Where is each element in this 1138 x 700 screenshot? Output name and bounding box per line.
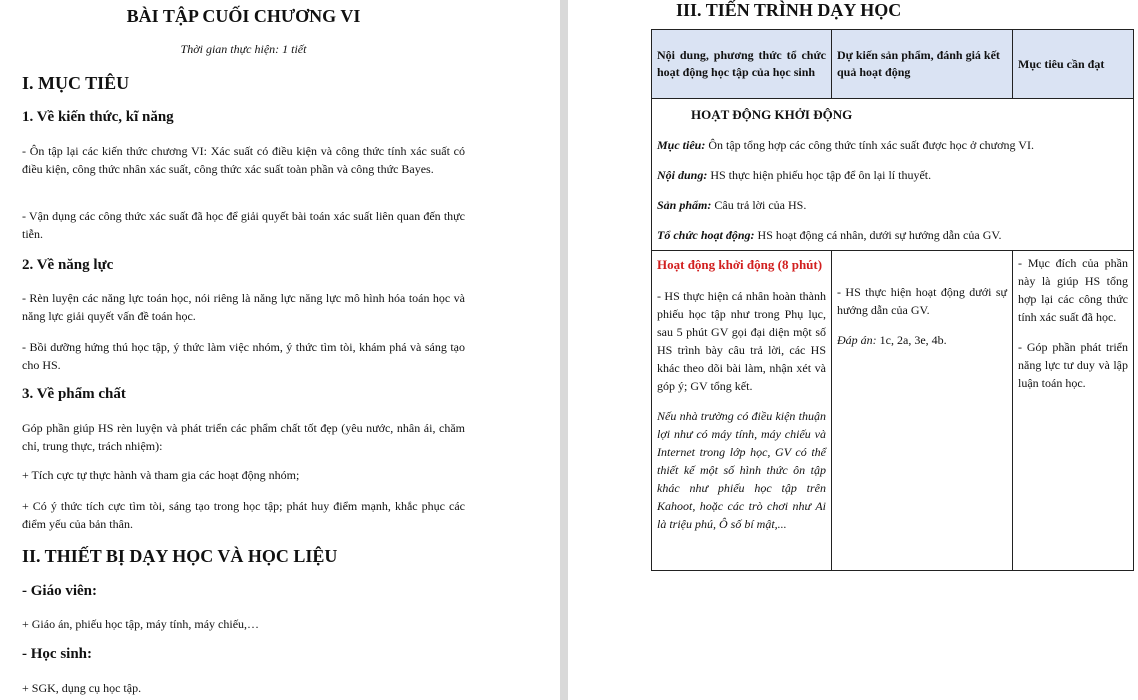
left-page (0, 0, 560, 700)
header-muc-tieu: Mục tiêu cần đạt (1013, 30, 1134, 99)
san-pham-line (657, 197, 1128, 214)
text-hoc-sinh: + SGK, dụng cụ học tập. (22, 681, 142, 695)
answer-line (837, 331, 1007, 349)
heading-muc-tieu: I. MỤC TIÊU (22, 73, 130, 93)
activity-heading: HOẠT ĐỘNG KHỞI ĐỘNG (691, 107, 853, 122)
activity-steps: - HS thực hiện cá nhân hoàn thành phiếu học tập như trong Phụ lục, sau 5 phút GV gọi đại diện một số HS trình bày câu trả lời, các HS khác theo dõi bài làm, nhận xét và góp ý; GV tổng kết. (657, 289, 826, 393)
heading-nang-luc: 2. Về năng lực (22, 257, 114, 273)
paragraph-pham-chat-1: Góp phần giúp HS rèn luyện và phát triển các phẩm chất tốt đẹp (yêu nước, nhân ái, chăm chỉ, trung thực, trách nhiệm): (22, 421, 465, 453)
goal-2: - Góp phần phát triển năng lực tư duy và lập luận toán học. (1018, 340, 1128, 390)
table-header-row (652, 30, 1134, 99)
answer-text: 1c, 2a, 3e, 4b. (876, 333, 947, 347)
cell-du-kien (832, 251, 1013, 571)
table-row-khoi-dong (652, 99, 1134, 251)
activity-time-title: Hoạt động khởi động (8 phút) (657, 257, 823, 272)
to-chuc-text: HS hoạt động cá nhân, dưới sự hướng dẫn của GV. (754, 228, 1002, 242)
label-giao-vien: - Giáo viên: (22, 583, 97, 599)
san-pham-text: Câu trả lời của HS. (711, 198, 807, 212)
heading-kien-thuc: 1. Về kiến thức, kĩ năng (22, 109, 174, 125)
document-subtitle: Thời gian thực hiện: 1 tiết (180, 42, 307, 56)
activity-note: Nếu nhà trường có điều kiện thuận lợi như có máy tính, máy chiếu và Internet trong lớp học, GV có thể thiết kế một số hình thức ôn tập khác như phiếu học tập trên Kahoot, hoặc các trò chơi như Ai là triệu phú, Ô số bí mật,... (657, 409, 826, 531)
muc-tieu-line (657, 137, 1128, 154)
section-title-tien-trinh: III. TIẾN TRÌNH DẠY HỌC (676, 0, 902, 20)
paragraph-pham-chat-2: + Tích cực tự thực hành và tham gia các hoạt động nhóm; (22, 468, 300, 482)
table-row-activity (652, 251, 1134, 571)
paragraph-nang-luc-1: - Rèn luyện các năng lực toán học, nói riêng là năng lực năng lực mô hình hóa toán học và năng lực giải quyết vấn đề toán học. (22, 291, 465, 323)
expected-product: - HS thực hiện hoạt động dưới sự hướng dẫn của GV. (837, 285, 1007, 317)
muc-tieu-text: Ôn tập tổng hợp các công thức tính xác suất được học ở chương VI. (705, 138, 1034, 152)
lesson-plan-table (651, 29, 1134, 571)
paragraph-kien-thuc-2: - Vận dụng các công thức xác suất đã học để giải quyết bài toán xác suất liên quan đến thực tiễn. (22, 209, 465, 241)
document-title: BÀI TẬP CUỐI CHƯƠNG VI (126, 6, 361, 26)
noi-dung-line (657, 167, 1128, 184)
label-hoc-sinh: - Học sinh: (22, 646, 93, 662)
answer-label: Đáp án: (837, 333, 877, 347)
goal-1: - Mục đích của phần này là giúp HS tổng hợp lại các công thức tính xác suất đã học. (1018, 256, 1128, 324)
to-chuc-line (657, 227, 1128, 244)
noi-dung-label: Nội dung: (657, 168, 708, 182)
text-giao-vien: + Giáo án, phiếu học tập, máy tính, máy chiếu,… (22, 617, 260, 631)
paragraph-nang-luc-2: - Bồi dưỡng hứng thú học tập, ý thức làm việc nhóm, ý thức tìm tòi, khám phá và sáng tạo cho HS. (22, 340, 465, 372)
cell-noi-dung (652, 251, 832, 571)
cell-muc-tieu (1013, 251, 1134, 571)
noi-dung-text: HS thực hiện phiếu học tập để ôn lại lí thuyết. (707, 168, 932, 182)
heading-pham-chat: 3. Về phẩm chất (22, 386, 126, 402)
san-pham-label: Sản phẩm: (657, 198, 712, 212)
header-noi-dung: Nội dung, phương thức tổ chức hoạt động học tập của học sinh (652, 30, 832, 99)
heading-thiet-bi: II. THIẾT BỊ DẠY HỌC VÀ HỌC LIỆU (22, 546, 338, 566)
to-chuc-label: Tổ chức hoạt động: (657, 228, 755, 242)
header-du-kien: Dự kiến sản phẩm, đánh giá kết quả hoạt động (832, 30, 1013, 99)
muc-tieu-label: Mục tiêu: (657, 138, 706, 152)
paragraph-kien-thuc-1: - Ôn tập lại các kiến thức chương VI: Xác suất có điều kiện và công thức tính xác suất có điều kiện, công thức nhân xác suất, công thức xác suất toàn phần và công thức Bayes. (22, 144, 465, 176)
right-page (568, 0, 1138, 700)
paragraph-pham-chat-3: + Có ý thức tích cực tìm tòi, sáng tạo trong học tập; phát huy điểm mạnh, khắc phục các điểm yếu của bản thân. (22, 499, 465, 531)
